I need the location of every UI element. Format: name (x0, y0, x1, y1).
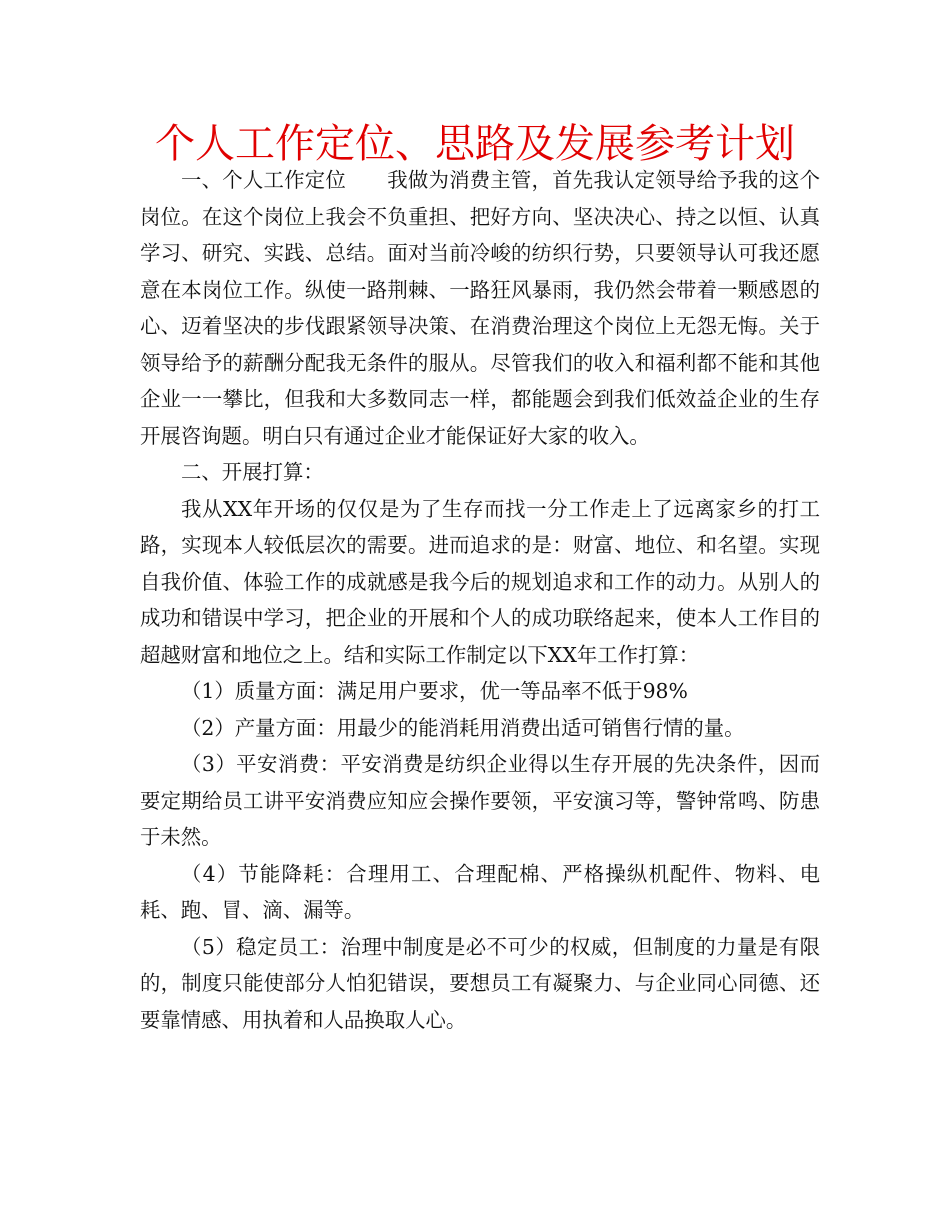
list-item-safety: （3）平安消费：平安消费是纺织企业得以生存开展的先决条件，因而要定期给员工讲平安消费应知应会操作要领，平安演习等，警钟常鸣、防患于未然。 (140, 752, 820, 849)
page-title: 个人工作定位、思路及发展参考计划 (155, 121, 795, 167)
document-body (140, 162, 820, 1038)
list-item-output: （2）产量方面：用最少的能消耗用消费出适可销售行情的量。 (181, 715, 745, 740)
paragraph-work-positioning: 一、个人工作定位 我做为消费主管，首先我认定领导给予我的这个岗位。在这个岗位上我会不负重担、把好方向、坚决决心、持之以恒、认真学习、研究、实践、总结。面对当前冷峻的纺织行势，只要领导认可我还愿意在本岗位工作。纵使一路荆棘、一路狂风暴雨，我仍然会带着一颗感恩的心、迈着坚决的步伐跟紧领导决策、在消费治理这个岗位上无怨无悔。关于领导给予的薪酬分配我无条件的服从。尽管我们的收入和福利都不能和其他企业一一攀比，但我和大多数同志一样，都能题会到我们低效益企业的生存开展咨询题。明白只有通过企业才能保证好大家的收入。 (140, 168, 820, 448)
paragraph-career-plan: 我从XX年开场的仅仅是为了生存而找一分工作走上了远离家乡的打工路，实现本人较低层次的需要。进而追求的是：财富、地位、和名望。实现自我价值、体验工作的成就感是我今后的规划追求和工作的动力。从别人的成功和错误中学习，把企业的开展和个人的成功联络起来，使本人工作目的超越财富和地位之上。结和实际工作制定以下XX年工作打算： (140, 496, 820, 667)
list-item-energy-saving: （4）节能降耗：合理用工、合理配棉、严格操纵机配件、物料、电耗、跑、冒、滴、漏等。 (140, 861, 820, 922)
paragraph-plan-heading: 二、开展打算： (181, 460, 324, 484)
list-item-staff-stability: （5）稳定员工：治理中制度是必不可少的权威，但制度的力量是有限的，制度只能使部分人怕犯错误，要想员工有凝聚力、与企业同心同德、还要靠情感、用执着和人品换取人心。 (140, 934, 820, 1032)
list-item-quality: （1）质量方面：满足用户要求，优一等品率不低于98% (181, 679, 688, 703)
